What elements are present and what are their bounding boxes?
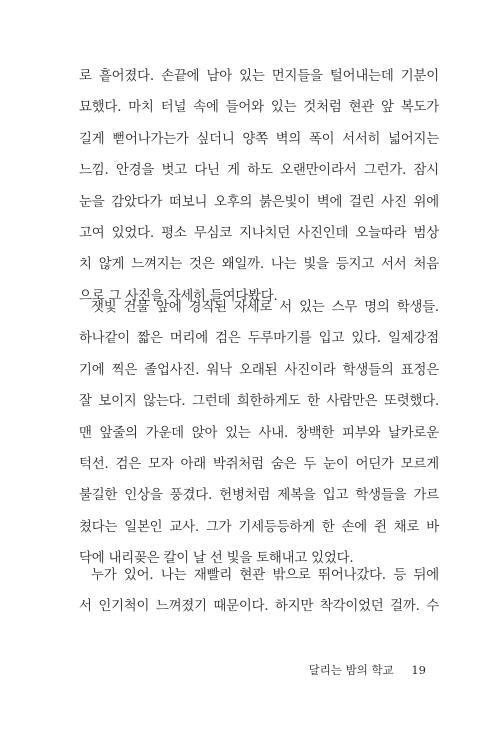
text-line: 로 흩어졌다. 손끝에 남아 있는 먼지들을 털어내는데 기분이 (79, 69, 439, 84)
text-line: 으로 그 사진을 자세히 들여다봤다. (79, 288, 278, 304)
page-footer (309, 662, 426, 678)
text-line: 하나같이 짧은 머리에 검은 두루마기를 입고 있다. 일제강점 (79, 331, 439, 347)
text-line: 쳤다는 일본인 교사. 그가 기세등등하게 한 손에 쥔 채로 바 (79, 519, 439, 535)
text-line: 묘했다. 마치 터널 속에 들어와 있는 것처럼 현관 앞 복도가 (79, 100, 439, 116)
text-line: 치 않게 느껴지는 것은 왜일까. 나는 빛을 등지고 서서 처음 (79, 257, 439, 273)
text-line: 느낌. 안경을 벗고 다닌 게 하도 오랜만이라서 그런가. 잠시 (79, 163, 439, 179)
text-line: 턱선. 검은 모자 아래 박쥐처럼 숨은 두 눈이 어딘가 모르게 (79, 456, 439, 472)
text-line: 길게 뻗어나가는가 싶더니 양쪽 벽의 폭이 서서히 넓어지는 (79, 131, 439, 147)
paragraph-2 (79, 292, 439, 575)
text-line: 불길한 인상을 풍겼다. 헌병처럼 제복을 입고 학생들을 가르 (79, 488, 439, 504)
text-line: 닥에 내리꽂은 칼이 날 선 빛을 토해내고 있었다. (79, 551, 354, 567)
text-line: 고여 있었다. 평소 무심코 지나치던 사진인데 오늘따라 범상 (79, 225, 439, 241)
text-line: 잿빛 건물 앞에 경직된 자세로 서 있는 스무 명의 학생들. (91, 300, 439, 315)
text-line: 서 인기척이 느껴졌기 때문이다. 하지만 착각이었던 걸까. 수 (79, 599, 439, 615)
text-line: 맨 앞줄의 가운데 앉아 있는 사내. 창백한 피부와 날카로운 (79, 425, 439, 441)
paragraph-1 (79, 61, 439, 312)
running-title: 달리는 밤의 학교 (308, 663, 394, 677)
text-line: 잘 보이지 않는다. 그런데 희한하게도 한 사람만은 또렷했다. (79, 394, 439, 410)
text-line: 누가 있어. 나는 재빨리 현관 밖으로 뛰어나갔다. 등 뒤에 (91, 568, 439, 583)
page-number: 19 (411, 663, 426, 677)
paragraph-3 (79, 560, 439, 623)
text-line: 기에 찍은 졸업사진. 워낙 오래된 사진이라 학생들의 표정은 (79, 362, 439, 378)
text-line: 눈을 감았다가 떠보니 오후의 붉은빛이 벽에 걸린 사진 위에 (79, 194, 439, 210)
